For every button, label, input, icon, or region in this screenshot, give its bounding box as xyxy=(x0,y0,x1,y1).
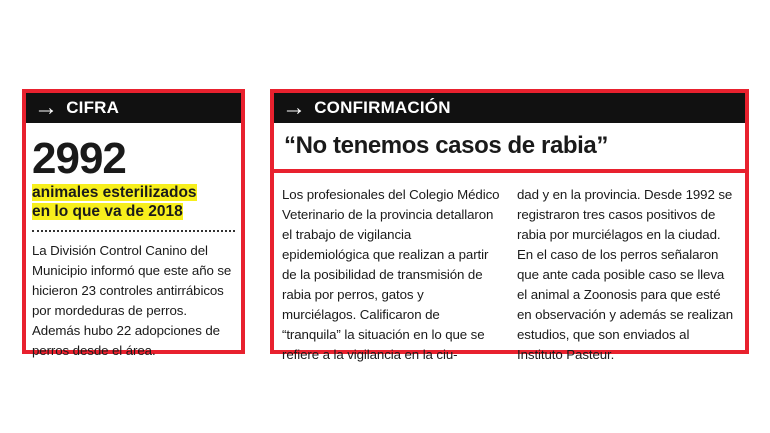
headline: “No tenemos casos de rabia” xyxy=(284,132,608,159)
cifra-label: CIFRA xyxy=(66,98,120,117)
confirmacion-label: CONFIRMACIÓN xyxy=(314,98,451,117)
confirmacion-box xyxy=(270,89,749,362)
cifra-subtitle-line2: en lo que va de 2018 xyxy=(32,203,183,220)
article-column-2: dad y en la provincia. Desde 1992 se registraron tres casos positivos de rabia por murciélagos en la ciudad. En el caso de los perros señalaron que ante cada posible caso se lleva el animal a Zoonosis para que esté en observación y además se realizan estudios, que son enviados al Instituto Pasteur. xyxy=(517,187,734,362)
article-column-1: Los profesionales del Colegio Médico Veterinario de la provincia detallaron el trabajo de vigilancia epidemiológica que realizan a partir de la posibilidad de transmisión de rabia por perros, gatos y murciélagos. Calificaron de “tranquila” la situación en lo que se refiere a la vigilancia en la ciu- xyxy=(282,187,500,362)
cifra-body: La División Control Canino del Municipio informó que este año se hicieron 23 controles antirrábicos por mordeduras de perros. Además hubo 22 adopciones de perros desde el área. xyxy=(32,243,232,358)
cifra-subtitle xyxy=(32,183,241,221)
arrow-right-icon: → xyxy=(34,94,59,121)
article-columns xyxy=(274,173,745,365)
cifra-subtitle-line1: animales esterilizados xyxy=(32,184,197,201)
headline-area xyxy=(274,123,745,173)
confirmacion-header-bar xyxy=(274,93,745,123)
arrow-right-icon: → xyxy=(282,94,307,121)
cifra-box xyxy=(22,89,245,358)
cifra-number: 2992 xyxy=(32,134,126,183)
dotted-divider xyxy=(32,230,235,232)
cifra-header-bar xyxy=(26,93,241,123)
